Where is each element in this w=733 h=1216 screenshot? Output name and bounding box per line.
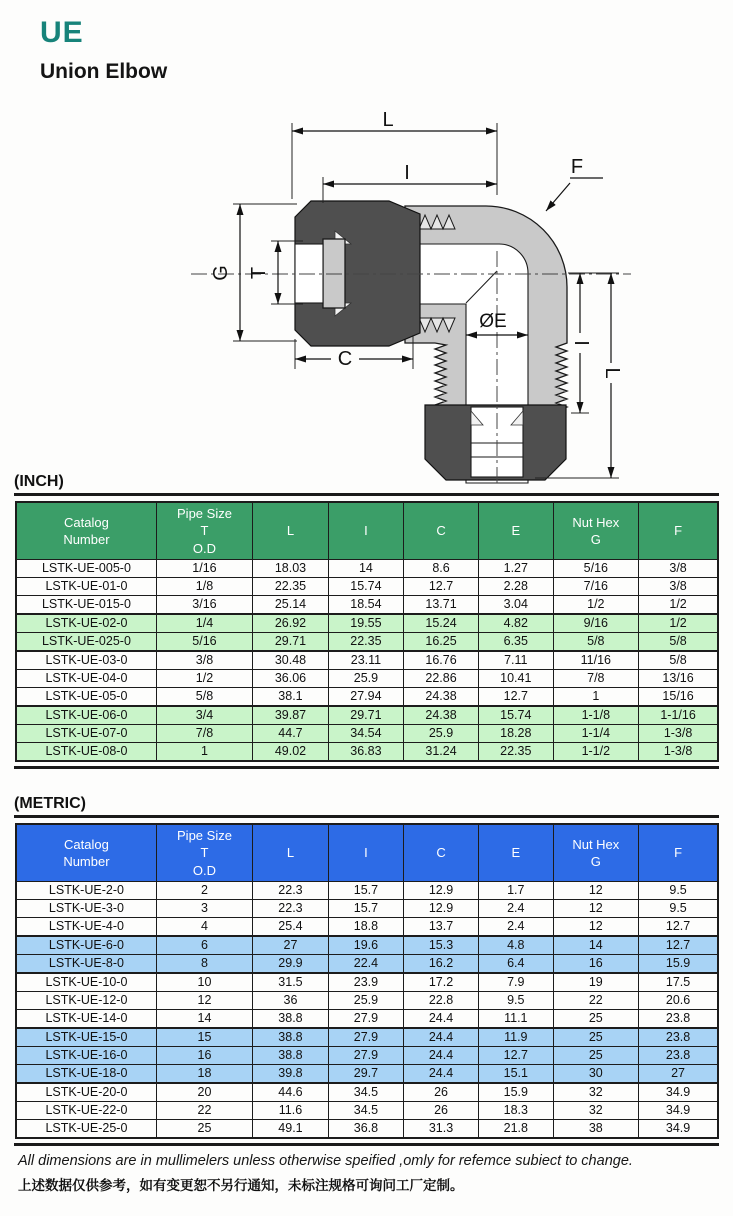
cell-f: 20.6: [639, 992, 718, 1010]
cell-e: 15.1: [479, 1065, 553, 1084]
cell-l: 22.3: [253, 900, 329, 918]
dim-label-c: C: [337, 348, 353, 370]
table-row: [16, 633, 718, 652]
cell-f: 1/2: [639, 614, 718, 633]
cell-pipe-size: 8: [156, 955, 252, 974]
cell-e: 2.4: [479, 918, 553, 937]
col-header-l: L: [253, 502, 329, 560]
cell-catalog-number: LSTK-UE-015-0: [16, 596, 156, 615]
cell-catalog-number: LSTK-UE-07-0: [16, 725, 156, 743]
cell-g: 7/16: [553, 578, 639, 596]
cell-f: 15.9: [639, 955, 718, 974]
cell-c: 16.25: [403, 633, 478, 652]
cell-g: 1: [553, 688, 639, 707]
cell-e: 7.11: [479, 651, 553, 670]
cell-l: 22.3: [253, 882, 329, 900]
cell-f: 3/8: [639, 578, 718, 596]
cell-e: 1.27: [479, 560, 553, 578]
cell-f: 3/8: [639, 560, 718, 578]
cell-l: 49.1: [253, 1120, 329, 1139]
cell-i: 19.6: [328, 936, 403, 955]
table-row: [16, 936, 718, 955]
cell-pipe-size: 4: [156, 918, 252, 937]
cell-e: 15.74: [479, 706, 553, 725]
cell-f: 5/8: [639, 651, 718, 670]
cell-i: 15.7: [328, 900, 403, 918]
cell-catalog-number: LSTK-UE-005-0: [16, 560, 156, 578]
table-row: [16, 973, 718, 992]
cell-i: 27.94: [328, 688, 403, 707]
inch-header-row: [16, 502, 718, 560]
cell-f: 34.9: [639, 1120, 718, 1139]
cell-g: 25: [553, 1047, 639, 1065]
table-row: [16, 1065, 718, 1084]
cell-f: 23.8: [639, 1047, 718, 1065]
cell-i: 18.54: [328, 596, 403, 615]
cell-pipe-size: 10: [156, 973, 252, 992]
table-row: [16, 1028, 718, 1047]
col-header-nut-hex-g: Nut Hex G: [553, 824, 639, 882]
cell-i: 34.5: [328, 1083, 403, 1102]
cell-pipe-size: 1/2: [156, 670, 252, 688]
col-header-c: C: [403, 502, 478, 560]
cell-pipe-size: 1/4: [156, 614, 252, 633]
cell-pipe-size: 1/8: [156, 578, 252, 596]
cell-g: 1-1/8: [553, 706, 639, 725]
cell-catalog-number: LSTK-UE-02-0: [16, 614, 156, 633]
cell-i: 34.54: [328, 725, 403, 743]
cell-catalog-number: LSTK-UE-8-0: [16, 955, 156, 974]
cell-i: 15.74: [328, 578, 403, 596]
cell-i: 36.8: [328, 1120, 403, 1139]
cell-g: 1-1/4: [553, 725, 639, 743]
cell-c: 24.38: [403, 706, 478, 725]
cell-e: 2.4: [479, 900, 553, 918]
cell-pipe-size: 3/4: [156, 706, 252, 725]
metric-section-rule: [14, 815, 719, 818]
table-row: [16, 955, 718, 974]
cell-f: 1-1/16: [639, 706, 718, 725]
dim-label-right-i: I: [570, 340, 592, 346]
cell-e: 11.1: [479, 1010, 553, 1029]
cell-l: 39.87: [253, 706, 329, 725]
cell-l: 38.8: [253, 1028, 329, 1047]
cell-c: 12.9: [403, 882, 478, 900]
cell-catalog-number: LSTK-UE-06-0: [16, 706, 156, 725]
cell-c: 24.4: [403, 1047, 478, 1065]
cell-f: 12.7: [639, 918, 718, 937]
cell-l: 29.71: [253, 633, 329, 652]
cell-c: 31.3: [403, 1120, 478, 1139]
cell-i: 18.8: [328, 918, 403, 937]
inch-section-label: (INCH): [14, 473, 64, 490]
cell-g: 19: [553, 973, 639, 992]
dimension-F-leader: [546, 156, 603, 211]
table-row: [16, 651, 718, 670]
table-row: [16, 614, 718, 633]
cell-i: 27.9: [328, 1028, 403, 1047]
cell-c: 22.8: [403, 992, 478, 1010]
footnote-english: All dimensions are in mullimelers unless otherwise speified ,omly for refemce subiect to change.: [18, 1153, 633, 1169]
cell-l: 30.48: [253, 651, 329, 670]
cell-f: 1/2: [639, 596, 718, 615]
cell-l: 11.6: [253, 1102, 329, 1120]
table-row: [16, 900, 718, 918]
cell-c: 15.24: [403, 614, 478, 633]
cell-c: 24.4: [403, 1065, 478, 1084]
cell-l: 27: [253, 936, 329, 955]
cell-l: 49.02: [253, 743, 329, 762]
cell-f: 34.9: [639, 1083, 718, 1102]
cell-g: 9/16: [553, 614, 639, 633]
cell-e: 7.9: [479, 973, 553, 992]
cell-pipe-size: 5/16: [156, 633, 252, 652]
cell-f: 13/16: [639, 670, 718, 688]
cell-catalog-number: LSTK-UE-3-0: [16, 900, 156, 918]
cell-catalog-number: LSTK-UE-20-0: [16, 1083, 156, 1102]
cell-i: 23.11: [328, 651, 403, 670]
cell-e: 6.4: [479, 955, 553, 974]
cell-l: 29.9: [253, 955, 329, 974]
cell-l: 25.14: [253, 596, 329, 615]
table-row: [16, 918, 718, 937]
cell-i: 22.4: [328, 955, 403, 974]
cell-i: 27.9: [328, 1010, 403, 1029]
dim-label-f: F: [570, 156, 584, 178]
technical-drawing: [183, 111, 733, 496]
cell-catalog-number: LSTK-UE-16-0: [16, 1047, 156, 1065]
cell-e: 11.9: [479, 1028, 553, 1047]
cell-e: 12.7: [479, 688, 553, 707]
footnote-chinese: 上述数据仅供参考，如有变更恕不另行通知，未标注规格可询问工厂定制。: [18, 1178, 464, 1193]
cell-g: 25: [553, 1028, 639, 1047]
cell-i: 25.9: [328, 992, 403, 1010]
cell-g: 32: [553, 1102, 639, 1120]
cell-g: 14: [553, 936, 639, 955]
table-row: [16, 688, 718, 707]
col-header-pipe-size: Pipe Size T O.D: [156, 502, 252, 560]
cell-catalog-number: LSTK-UE-4-0: [16, 918, 156, 937]
dimension-I-top: [323, 162, 497, 203]
cell-c: 8.6: [403, 560, 478, 578]
cell-c: 31.24: [403, 743, 478, 762]
cell-g: 12: [553, 882, 639, 900]
cell-g: 16: [553, 955, 639, 974]
table-row: [16, 1102, 718, 1120]
cell-l: 25.4: [253, 918, 329, 937]
col-header-c: C: [403, 824, 478, 882]
cell-f: 5/8: [639, 633, 718, 652]
cell-pipe-size: 22: [156, 1102, 252, 1120]
col-header-nut-hex-g: Nut Hex G: [553, 502, 639, 560]
cell-l: 36: [253, 992, 329, 1010]
dim-label-l: L: [382, 111, 394, 131]
cell-pipe-size: 7/8: [156, 725, 252, 743]
cell-c: 16.76: [403, 651, 478, 670]
cell-e: 2.28: [479, 578, 553, 596]
cell-catalog-number: LSTK-UE-22-0: [16, 1102, 156, 1120]
cell-l: 31.5: [253, 973, 329, 992]
col-header-catalog: Catalog Number: [16, 824, 156, 882]
cell-l: 38.8: [253, 1010, 329, 1029]
cell-f: 9.5: [639, 900, 718, 918]
cell-f: 1-3/8: [639, 725, 718, 743]
inch-table: [15, 501, 719, 762]
table-row: [16, 560, 718, 578]
metric-header-row: [16, 824, 718, 882]
cell-i: 25.9: [328, 670, 403, 688]
table-row: [16, 882, 718, 900]
col-header-catalog: Catalog Number: [16, 502, 156, 560]
cell-pipe-size: 1: [156, 743, 252, 762]
cell-catalog-number: LSTK-UE-15-0: [16, 1028, 156, 1047]
cell-catalog-number: LSTK-UE-14-0: [16, 1010, 156, 1029]
cell-l: 44.7: [253, 725, 329, 743]
dim-label-g: G: [210, 265, 232, 281]
cell-catalog-number: LSTK-UE-05-0: [16, 688, 156, 707]
cell-c: 25.9: [403, 725, 478, 743]
page-title: UE: [40, 16, 84, 49]
table-row: [16, 992, 718, 1010]
cell-pipe-size: 20: [156, 1083, 252, 1102]
cell-pipe-size: 5/8: [156, 688, 252, 707]
cell-c: 13.71: [403, 596, 478, 615]
cell-g: 7/8: [553, 670, 639, 688]
col-header-e: E: [479, 824, 553, 882]
cell-g: 11/16: [553, 651, 639, 670]
cell-e: 18.3: [479, 1102, 553, 1120]
col-header-f: F: [639, 824, 718, 882]
cell-pipe-size: 3/16: [156, 596, 252, 615]
cell-c: 22.86: [403, 670, 478, 688]
cell-e: 1.7: [479, 882, 553, 900]
cell-g: 25: [553, 1010, 639, 1029]
cell-pipe-size: 3/8: [156, 651, 252, 670]
cell-f: 1-3/8: [639, 743, 718, 762]
cell-pipe-size: 6: [156, 936, 252, 955]
cell-pipe-size: 1/16: [156, 560, 252, 578]
cell-e: 12.7: [479, 1047, 553, 1065]
cell-c: 24.38: [403, 688, 478, 707]
table-row: [16, 725, 718, 743]
dim-label-right-l: L: [601, 367, 623, 379]
cell-c: 17.2: [403, 973, 478, 992]
cell-g: 30: [553, 1065, 639, 1084]
union-elbow-diagram: [183, 111, 733, 496]
dim-label-t: T: [248, 266, 270, 280]
cell-pipe-size: 25: [156, 1120, 252, 1139]
cell-i: 19.55: [328, 614, 403, 633]
cell-g: 38: [553, 1120, 639, 1139]
cell-c: 24.4: [403, 1028, 478, 1047]
cell-c: 26: [403, 1083, 478, 1102]
cell-pipe-size: 16: [156, 1047, 252, 1065]
table-row: [16, 706, 718, 725]
cell-f: 34.9: [639, 1102, 718, 1120]
metric-table: [15, 823, 719, 1139]
cell-l: 38.8: [253, 1047, 329, 1065]
col-header-i: I: [328, 502, 403, 560]
cell-i: 22.35: [328, 633, 403, 652]
cell-l: 26.92: [253, 614, 329, 633]
cell-catalog-number: LSTK-UE-08-0: [16, 743, 156, 762]
cell-c: 26: [403, 1102, 478, 1120]
cell-g: 1/2: [553, 596, 639, 615]
cell-e: 21.8: [479, 1120, 553, 1139]
cell-i: 36.83: [328, 743, 403, 762]
cell-f: 23.8: [639, 1010, 718, 1029]
cell-e: 22.35: [479, 743, 553, 762]
cell-catalog-number: LSTK-UE-18-0: [16, 1065, 156, 1084]
cell-catalog-number: LSTK-UE-25-0: [16, 1120, 156, 1139]
page-subtitle: Union Elbow: [40, 60, 168, 83]
cell-c: 16.2: [403, 955, 478, 974]
cell-e: 3.04: [479, 596, 553, 615]
cell-pipe-size: 14: [156, 1010, 252, 1029]
inch-table-bottom-rule: [14, 766, 719, 769]
cell-f: 27: [639, 1065, 718, 1084]
cell-e: 15.9: [479, 1083, 553, 1102]
cell-e: 9.5: [479, 992, 553, 1010]
cell-i: 34.5: [328, 1102, 403, 1120]
cell-l: 44.6: [253, 1083, 329, 1102]
cell-pipe-size: 12: [156, 992, 252, 1010]
cell-f: 12.7: [639, 936, 718, 955]
cell-f: 17.5: [639, 973, 718, 992]
table-row: [16, 578, 718, 596]
cell-catalog-number: LSTK-UE-025-0: [16, 633, 156, 652]
cell-pipe-size: 3: [156, 900, 252, 918]
cell-i: 14: [328, 560, 403, 578]
cell-pipe-size: 18: [156, 1065, 252, 1084]
col-header-f: F: [639, 502, 718, 560]
cell-i: 23.9: [328, 973, 403, 992]
dim-label-oe: ØE: [479, 311, 507, 332]
col-header-pipe-size: Pipe Size T O.D: [156, 824, 252, 882]
cell-g: 5/8: [553, 633, 639, 652]
cell-c: 15.3: [403, 936, 478, 955]
cell-catalog-number: LSTK-UE-12-0: [16, 992, 156, 1010]
cell-i: 29.71: [328, 706, 403, 725]
cell-g: 1-1/2: [553, 743, 639, 762]
cell-c: 12.9: [403, 900, 478, 918]
table-row: [16, 670, 718, 688]
cell-l: 36.06: [253, 670, 329, 688]
cell-g: 12: [553, 900, 639, 918]
table-row: [16, 596, 718, 615]
cell-catalog-number: LSTK-UE-03-0: [16, 651, 156, 670]
cell-l: 38.1: [253, 688, 329, 707]
cell-l: 18.03: [253, 560, 329, 578]
cell-e: 4.8: [479, 936, 553, 955]
table-row: [16, 1120, 718, 1139]
cell-e: 4.82: [479, 614, 553, 633]
cell-e: 6.35: [479, 633, 553, 652]
cell-e: 10.41: [479, 670, 553, 688]
col-header-e: E: [479, 502, 553, 560]
cell-f: 9.5: [639, 882, 718, 900]
cell-e: 18.28: [479, 725, 553, 743]
col-header-l: L: [253, 824, 329, 882]
cell-catalog-number: LSTK-UE-10-0: [16, 973, 156, 992]
table-row: [16, 1010, 718, 1029]
cell-catalog-number: LSTK-UE-6-0: [16, 936, 156, 955]
cell-i: 29.7: [328, 1065, 403, 1084]
cell-c: 13.7: [403, 918, 478, 937]
cell-g: 32: [553, 1083, 639, 1102]
table-row: [16, 743, 718, 762]
cell-pipe-size: 2: [156, 882, 252, 900]
cell-f: 15/16: [639, 688, 718, 707]
col-header-i: I: [328, 824, 403, 882]
cell-g: 12: [553, 918, 639, 937]
metric-table-bottom-rule: [14, 1143, 719, 1146]
cell-c: 12.7: [403, 578, 478, 596]
cell-l: 22.35: [253, 578, 329, 596]
cell-catalog-number: LSTK-UE-04-0: [16, 670, 156, 688]
cell-catalog-number: LSTK-UE-2-0: [16, 882, 156, 900]
cell-catalog-number: LSTK-UE-01-0: [16, 578, 156, 596]
dim-label-i: I: [404, 162, 410, 184]
cell-i: 15.7: [328, 882, 403, 900]
cell-g: 22: [553, 992, 639, 1010]
cell-g: 5/16: [553, 560, 639, 578]
cell-c: 24.4: [403, 1010, 478, 1029]
table-row: [16, 1047, 718, 1065]
metric-section-label: (METRIC): [14, 795, 86, 812]
cell-l: 39.8: [253, 1065, 329, 1084]
cell-i: 27.9: [328, 1047, 403, 1065]
table-row: [16, 1083, 718, 1102]
cell-f: 23.8: [639, 1028, 718, 1047]
cell-pipe-size: 15: [156, 1028, 252, 1047]
